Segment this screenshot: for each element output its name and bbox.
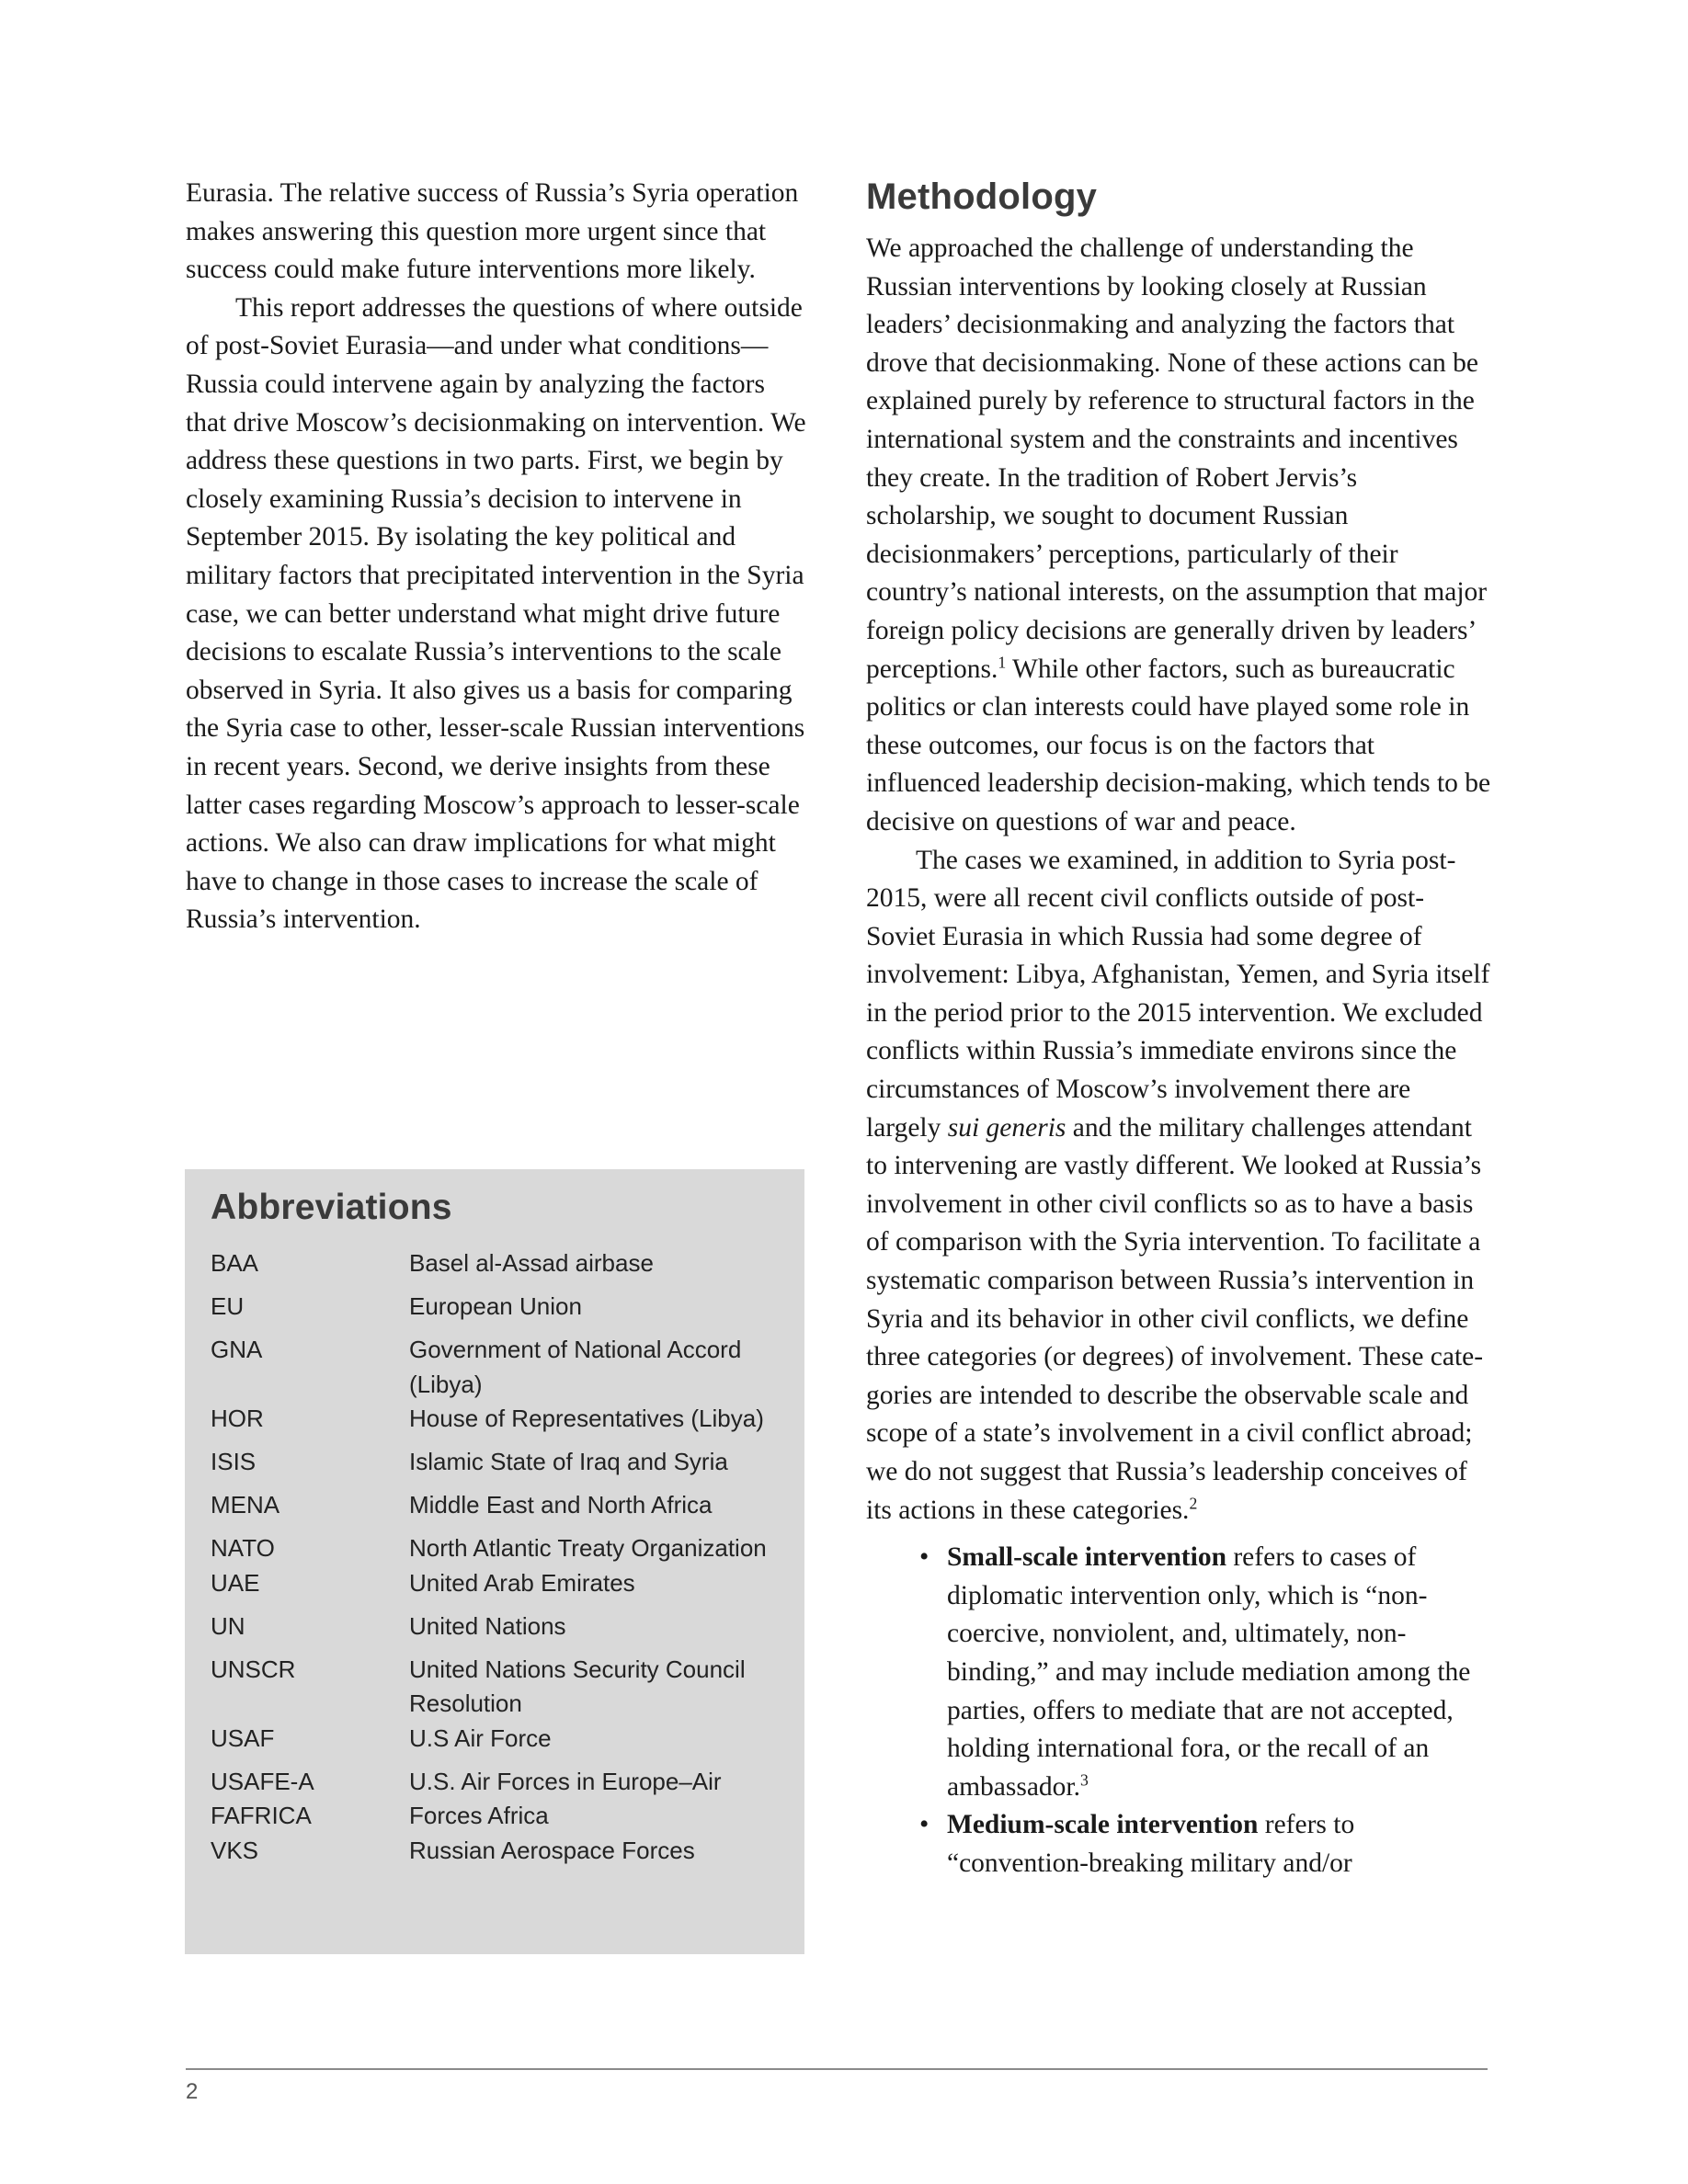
left-column (186, 175, 811, 939)
abbreviation-term: BAA (211, 1249, 259, 1277)
abbreviation-definition: Russian Aerospace Forces (409, 1836, 695, 1864)
body-paragraph (866, 842, 1491, 1530)
abbreviation-row (211, 1566, 779, 1601)
abbreviation-row (211, 1610, 779, 1644)
paragraph-text: We approached the challenge of understanding the Russian interventions by looking closely at Russian leaders’ decisionmaking and analyzing the factors that drove that decisionmaking. None of these actions can be explained purely by reference to structural factors in the international system and the constraints and incentives they create. In the tradition of Robert Jervis’s scholarship, we sought to document Russian decisionmakers’ perceptions, particularly of their country’s national interests, on the assumption that major foreign policy decisions are generally driven by leaders’ perceptions. (866, 233, 1488, 684)
list-item (947, 1539, 1491, 1806)
footnote-ref[interactable]: 1 (998, 652, 1007, 671)
page-number: 2 (186, 2079, 199, 2104)
abbreviation-row (211, 1531, 779, 1566)
abbreviation-term: VKS (211, 1836, 259, 1864)
abbreviation-term: ISIS (211, 1448, 257, 1475)
abbreviation-term: UAE (211, 1568, 260, 1597)
abbreviation-definition: U.S Air Force (409, 1723, 552, 1752)
abbreviation-definition: United Arab Emirates (409, 1568, 635, 1597)
abbreviation-row (211, 1333, 779, 1402)
body-paragraph: Eurasia. The relative success of Russia’s Syria operation makes answering this question more urgent since that success could make future interventions more likely. (186, 178, 799, 285)
abbreviations-box (185, 1169, 804, 1954)
abbreviation-row (211, 1488, 779, 1523)
abbreviation-term: NATO (211, 1534, 275, 1562)
abbreviation-row (211, 1445, 779, 1480)
abbreviation-definition: House of Representatives (Libya) (409, 1405, 764, 1432)
paragraph-text: While other factors, such as bureaucratic politics or clan interests could have played some role in these outcomes, our focus is on the factors that influenced leadership decision-making, which tends to be decisive on questions of war and peace. (866, 654, 1491, 836)
abbreviation-term: EU (211, 1292, 245, 1320)
abbreviation-row (211, 1765, 779, 1834)
body-paragraph: This report addresses the questions of where outside of post-Soviet Eurasia—and under what conditions—Russia could intervene again by analyzing the factors that drive Moscow’s decisionmaking on intervention. We address these questions in two parts. First, we begin by closely examining Russia’s decision to intervene in September 2015. By isolating the key political and military factors that precipitated intervention in the Syria case, we can better understand what might drive future decisions to escalate Russia’s interventions to the scale observed in Syria. It also gives us a basis for comparing the Syria case to other, lesser-scale Russian interventions in recent years. Second, we derive insights from these latter cases regarding Moscow’s approach to lesser-scale actions. We also can draw implications for what might have to change in those cases to increase the scale of Russia’s intervention. (186, 292, 806, 935)
list-item (947, 1806, 1491, 1883)
abbreviation-definition: United Nations Security Council Resolution (409, 1655, 746, 1717)
paragraph-text: The cases we examined, in addition to Syria post-2015, were all recent civil conflicts outside of post-Soviet Eurasia in which Russia had some degree of involvement: Libya, Afghanistan, Yemen, and Syria itself in the period prior to the 2015 intervention. We excluded conflicts within Russia’s immediate environs since the circumstances of Moscow’s involvement there are largely (866, 845, 1490, 1143)
abbreviation-definition: Government of National Accord (Libya) (409, 1336, 742, 1398)
italic-term: sui generis (947, 1112, 1066, 1143)
abbreviations-title: Abbreviations (211, 1188, 452, 1227)
bullet-text: refers to “convention-breaking military and/or (947, 1810, 1355, 1878)
right-column (866, 175, 1491, 1883)
abbreviation-row (211, 1246, 779, 1281)
body-paragraph (866, 230, 1491, 842)
bullet-term: Small-scale intervention (947, 1542, 1226, 1573)
bullet-term: Medium-scale intervention (947, 1810, 1259, 1840)
abbreviation-definition: European Union (409, 1292, 582, 1320)
bullet-text: refers to cases of diplomatic intervention only, which is “non-coercive, nonviolent, and, ultimately, non-binding,” and may include mediation among the parties, offers to mediate that are not accepted, holding international fora, or the recall of an ambassador. (947, 1542, 1471, 1802)
abbreviation-row (211, 1402, 779, 1437)
abbreviation-term: UNSCR (211, 1655, 296, 1683)
abbreviation-term: UN (211, 1611, 245, 1640)
abbreviation-row (211, 1722, 779, 1757)
paragraph-text: and the military challenges attendant to intervening are vastly different. We looked at Russia’s involvement in other civil conflicts so as to have a basis of comparison with the Syria intervention. To facilitate a systematic comparison between Russia’s intervention in Syria and its behavior in other civil conflicts, we define three categories (or degrees) of involvement. These categories are intended to describe the observable scale and scope of a state’s involvement in a civil conflict abroad; we do not suggest that Russia’s leadership conceives of its actions in these categories. (866, 1112, 1484, 1525)
abbreviation-row (211, 1290, 779, 1325)
abbreviation-term: GNA (211, 1336, 263, 1363)
abbreviation-definition: North Atlantic Treaty Organization (409, 1534, 767, 1562)
abbreviation-definition: U.S. Air Forces in Europe–Air Forces Africa (409, 1767, 722, 1829)
section-heading-methodology: Methodology (866, 176, 1098, 217)
abbreviation-term: HOR (211, 1405, 264, 1432)
abbreviation-definition: Middle East and North Africa (409, 1491, 713, 1519)
abbreviation-term: USAFE-AFAFRICA (211, 1767, 314, 1829)
intervention-categories-list (866, 1539, 1491, 1883)
footer-divider (186, 2068, 1488, 2070)
abbreviation-row (211, 1653, 779, 1722)
abbreviation-definition: Basel al-Assad airbase (409, 1249, 654, 1277)
footnote-ref[interactable]: 2 (1189, 1493, 1198, 1512)
abbreviation-row (211, 1834, 779, 1869)
abbreviation-definition: United Nations (409, 1611, 566, 1640)
abbreviations-list (211, 1246, 779, 1868)
abbreviation-definition: Islamic State of Iraq and Syria (409, 1448, 728, 1475)
footnote-ref[interactable]: 3 (1080, 1770, 1089, 1790)
abbreviation-term: MENA (211, 1491, 280, 1519)
abbreviation-term: USAF (211, 1723, 275, 1752)
